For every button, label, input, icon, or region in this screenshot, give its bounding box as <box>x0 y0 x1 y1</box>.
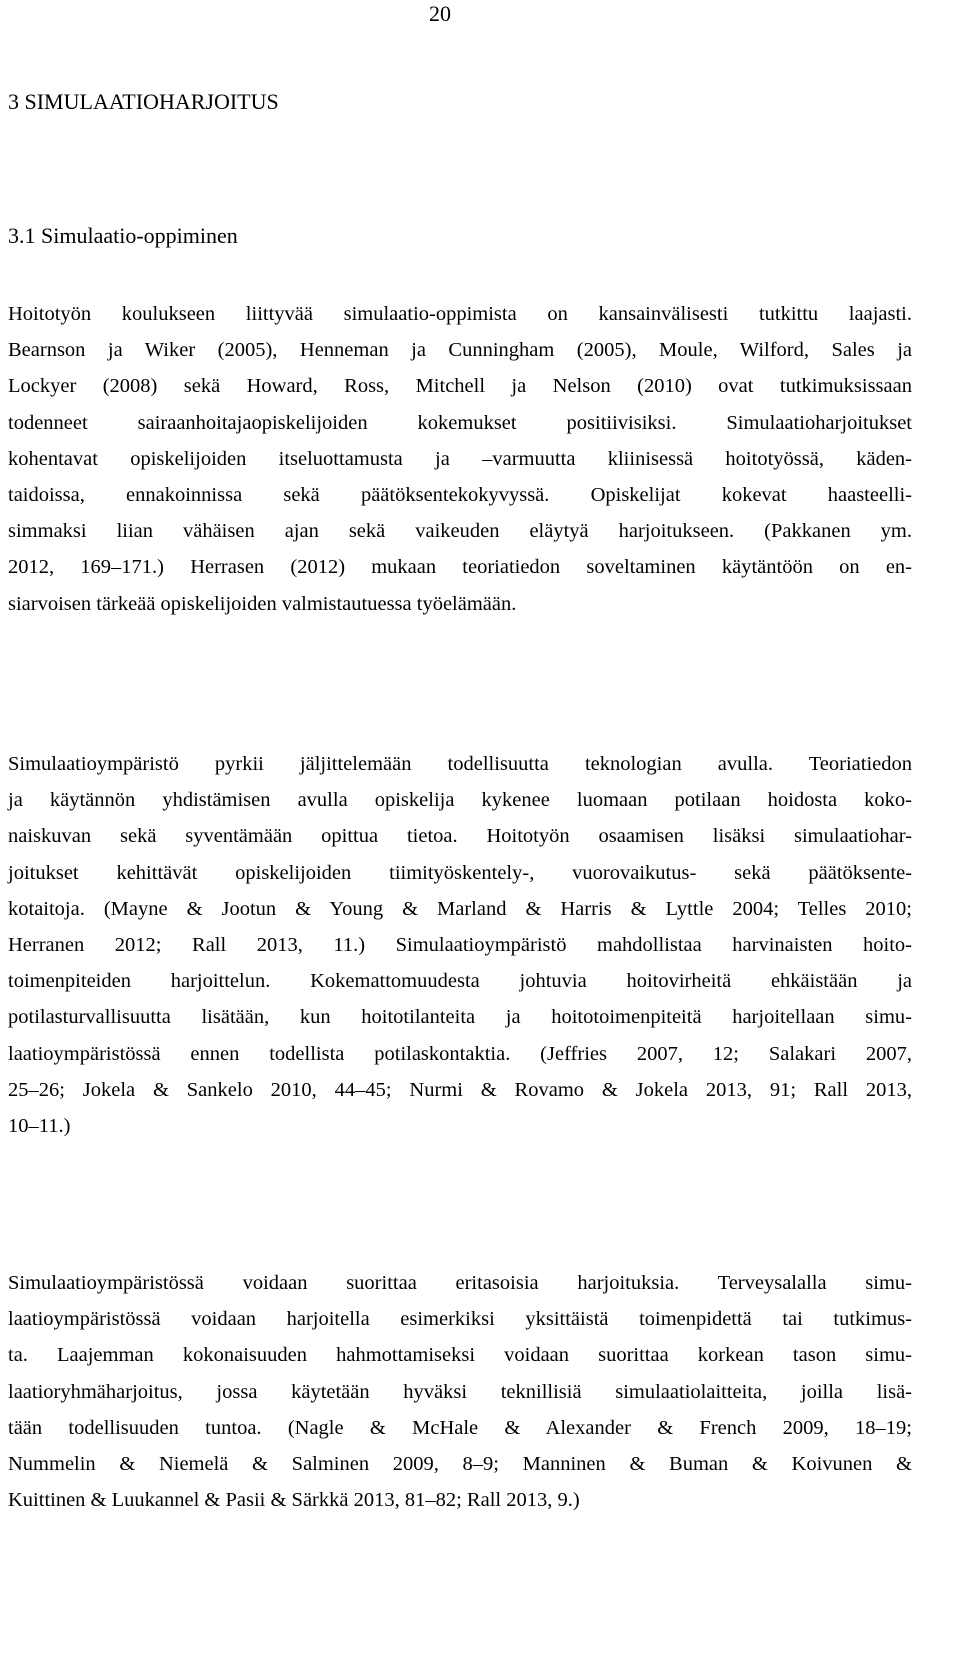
page-number: 20 <box>429 1 451 26</box>
text-line: Kuittinen & Luukannel & Pasii & Särkkä 2013, 81–82; Rall 2013, 9.) <box>8 1489 580 1512</box>
text-line: Hoitotyön koulukseen liittyvää simulaatio-oppimista on kansainvälisesti tutkittu laajasti. <box>8 303 912 325</box>
text-line: Herranen 2012; Rall 2013, 11.) Simulaatioympäristö mahdollistaa harvinaisten hoito- <box>8 934 912 957</box>
text-line: tään todellisuuden tuntoa. (Nagle & McHale & Alexander & French 2009, 18–19; <box>8 1416 912 1439</box>
text-line: ta. Laajemman kokonaisuuden hahmottamiseksi voidaan suorittaa korkean tason simu- <box>8 1344 912 1367</box>
paragraph-1 <box>8 296 912 622</box>
text-line: 25–26; Jokela & Sankelo 2010, 44–45; Nurmi & Rovamo & Jokela 2013, 91; Rall 2013, <box>8 1078 912 1101</box>
text-line: Bearnson ja Wiker (2005), Henneman ja Cunningham (2005), Moule, Wilford, Sales ja <box>8 339 912 362</box>
text-line: naiskuvan sekä syventämään opittua tietoa. Hoitotyön osaamisen lisäksi simulaatiohar- <box>8 825 912 848</box>
text-line: ja käytännön yhdistämisen avulla opiskelija kykenee luomaan potilaan hoidosta koko- <box>8 789 912 812</box>
chapter-heading: 3 SIMULAATIOHARJOITUS <box>8 89 279 114</box>
section-heading: 3.1 Simulaatio-oppiminen <box>8 223 238 248</box>
text-line: Nummelin & Niemelä & Salminen 2009, 8–9; Manninen & Buman & Koivunen & <box>8 1453 912 1476</box>
text-line: kotaitoja. (Mayne & Jootun & Young & Marland & Harris & Lyttle 2004; Telles 2010; <box>8 897 912 920</box>
paragraph-3 <box>8 1265 912 1518</box>
text-line: Lockyer (2008) sekä Howard, Ross, Mitchell ja Nelson (2010) ovat tutkimuksissaan <box>8 375 912 398</box>
text-line: Simulaatioympäristössä voidaan suorittaa eritasoisia harjoituksia. Terveysalalla simu- <box>8 1272 912 1294</box>
text-line: 10–11.) <box>8 1115 71 1138</box>
text-line: joitukset kehittävät opiskelijoiden tiimityöskentely-, vuorovaikutus- sekä päätöksente- <box>8 861 912 884</box>
text-line: 2012, 169–171.) Herrasen (2012) mukaan teoriatiedon soveltaminen käytäntöön on en- <box>8 556 912 579</box>
text-line: potilasturvallisuutta lisätään, kun hoitotilanteita ja hoitotoimenpiteitä harjoitellaan simu- <box>8 1006 912 1029</box>
text-line: laatioympäristössä ennen todellista potilaskontaktia. (Jeffries 2007, 12; Salakari 2007, <box>8 1042 912 1065</box>
text-line: siarvoisen tärkeää opiskelijoiden valmistautuessa työelämään. <box>8 592 517 615</box>
text-line: kohentavat opiskelijoiden itseluottamusta ja –varmuutta kliinisessä hoitotyössä, käden- <box>8 447 912 470</box>
text-line: toimenpiteiden harjoittelun. Kokemattomuudesta johtuvia hoitovirheitä ehkäistään ja <box>8 970 912 993</box>
text-line: laatioryhmäharjoitus, jossa käytetään hyväksi teknillisiä simulaatiolaitteita, joilla lisä- <box>8 1380 912 1403</box>
text-line: laatioympäristössä voidaan harjoitella esimerkiksi yksittäistä toimenpidettä tai tutkimus- <box>8 1308 912 1331</box>
text-line: todenneet sairaanhoitajaopiskelijoiden kokemukset positiivisiksi. Simulaatioharjoitukset <box>8 411 912 434</box>
text-line: Simulaatioympäristö pyrkii jäljittelemään todellisuutta teknologian avulla. Teoriatiedon <box>8 753 912 775</box>
text-line: simmaksi liian vähäisen ajan sekä vaikeuden eläytyä harjoitukseen. (Pakkanen ym. <box>8 520 912 543</box>
paragraph-2 <box>8 746 912 1144</box>
text-line: taidoissa, ennakoinnissa sekä päätöksentekokyvyssä. Opiskelijat kokevat haasteelli- <box>8 484 912 507</box>
